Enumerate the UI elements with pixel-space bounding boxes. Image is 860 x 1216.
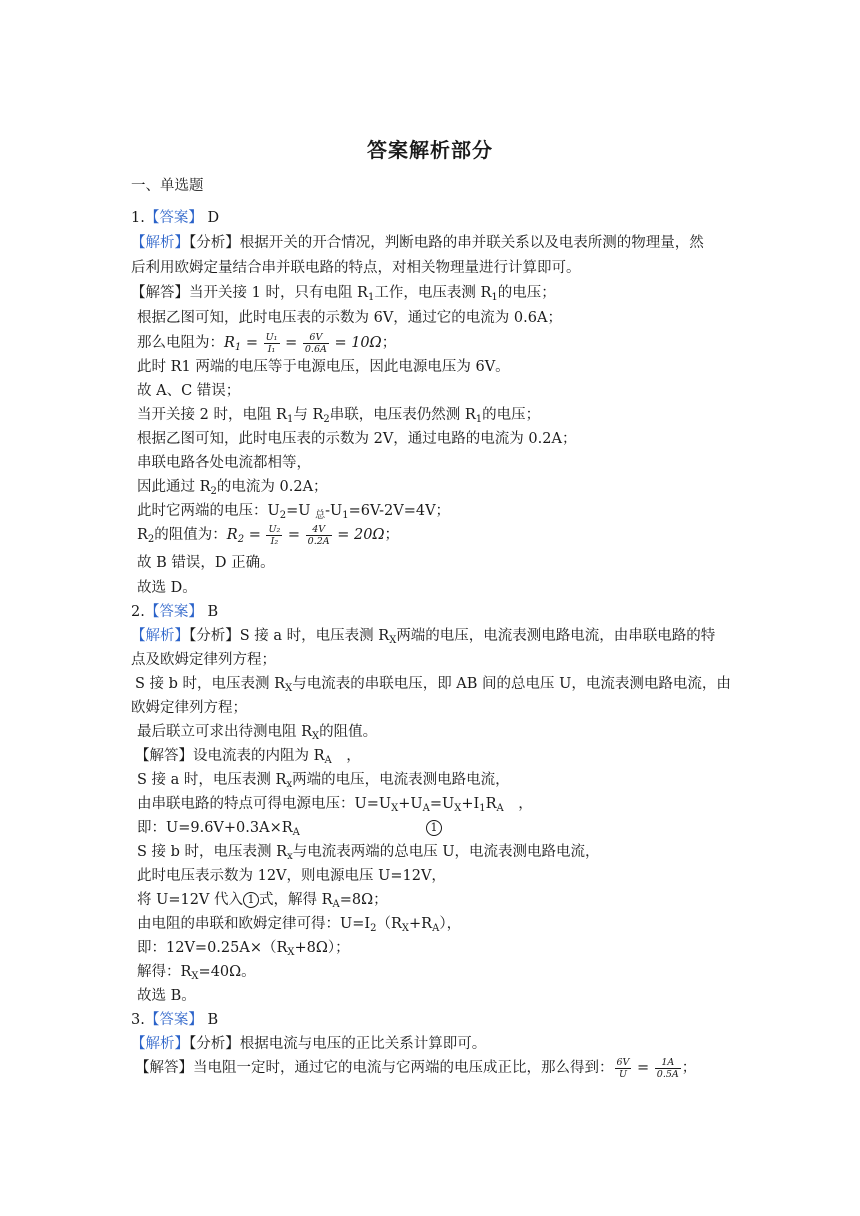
q1-jiexi-tag: 【解析】 bbox=[131, 235, 189, 251]
text: S 接 b 时，电压表测 R bbox=[135, 676, 286, 692]
text: =6V-2V=4V； bbox=[348, 503, 451, 519]
text: S 接 b 时，电压表测 R bbox=[137, 844, 288, 860]
text: 【解答】当电阻一定时，通过它的电流与它两端的电压成正比，那么得到： bbox=[135, 1060, 614, 1076]
text: 当开关接 2 时，电阻 R bbox=[137, 407, 287, 423]
subscript: 2 bbox=[210, 486, 217, 497]
q1-solution-line-5: 故 A、C 错误； bbox=[137, 383, 241, 399]
fraction bbox=[266, 524, 282, 547]
numerator: 6V bbox=[303, 332, 329, 344]
fraction bbox=[264, 332, 280, 355]
q2-solution-line-11: 故选 B。 bbox=[137, 988, 196, 1004]
q1-solution-line-8: 串联电路各处电流都相等， bbox=[137, 455, 311, 471]
q1-formula-r2 bbox=[137, 521, 757, 554]
subscript: x bbox=[287, 851, 293, 862]
q1-answer-tag: 【答案】 bbox=[144, 210, 203, 226]
text: （R bbox=[376, 916, 402, 932]
text: -U bbox=[325, 503, 343, 519]
text: =8Ω； bbox=[339, 892, 388, 908]
text: 最后联立可求出待测电阻 R bbox=[137, 724, 313, 740]
text: 的电流为 0.2A； bbox=[216, 479, 328, 495]
equals: = bbox=[280, 335, 302, 351]
subscript: 总 bbox=[315, 510, 326, 521]
result: = 10Ω bbox=[329, 335, 382, 351]
page-title: 答案解析部分 bbox=[367, 138, 493, 162]
q2-number: 2. bbox=[131, 604, 145, 620]
denominator: I₂ bbox=[270, 535, 279, 547]
text: 那么电阻为： bbox=[137, 335, 224, 351]
subscript: X bbox=[191, 971, 199, 982]
text: =U bbox=[429, 796, 455, 812]
q2-answer-line bbox=[131, 600, 751, 624]
text: 因此通过 R bbox=[137, 479, 211, 495]
subscript: X bbox=[391, 803, 399, 814]
text: 与电流表两端的总电压 U，电流表测电路电流， bbox=[292, 844, 600, 860]
text: R bbox=[485, 796, 497, 812]
text: +U bbox=[398, 796, 423, 812]
q2-analysis-line-2: 点及欧姆定律列方程； bbox=[131, 652, 276, 668]
q3-solution-line-1 bbox=[135, 1054, 755, 1082]
q1-analysis-line-1 bbox=[131, 231, 751, 255]
equation-marker-1 bbox=[426, 816, 456, 840]
q2-jiexi-tag: 【解析】 bbox=[131, 628, 189, 644]
text: 两端的电压，电流表测电路电流， bbox=[292, 772, 510, 788]
equals: = bbox=[244, 527, 266, 543]
text: 即：U=9.6V+0.3A×R bbox=[137, 820, 293, 836]
text: 的电压； bbox=[497, 285, 556, 301]
numerator: 4V bbox=[306, 524, 332, 536]
denominator: I₁ bbox=[267, 343, 276, 355]
q3-number: 3. bbox=[131, 1012, 145, 1028]
numerator: U₂ bbox=[268, 523, 281, 535]
text: 【分析】根据电流与电压的正比关系计算即可。 bbox=[189, 1036, 487, 1052]
text: 与电流表的串联电压，即 AB 间的总电压 U，电流表测电路电流，由 bbox=[292, 676, 731, 692]
subscript: X bbox=[389, 635, 397, 646]
subscript: 1 bbox=[479, 803, 486, 814]
text: +R bbox=[409, 916, 433, 932]
text: ）， bbox=[439, 916, 462, 932]
equals: = bbox=[241, 335, 263, 351]
result: = 20Ω bbox=[332, 527, 385, 543]
denominator: U bbox=[618, 1068, 627, 1080]
numerator: 6V bbox=[616, 1056, 630, 1068]
equals: = bbox=[632, 1060, 654, 1076]
fraction bbox=[306, 524, 332, 547]
subscript: 1 bbox=[491, 292, 498, 303]
text: 【分析】S 接 a 时，电压表测 R bbox=[189, 628, 390, 644]
subscript: X bbox=[312, 731, 320, 742]
subscript: 2 bbox=[279, 510, 287, 521]
q1-answer-value: D bbox=[202, 210, 220, 226]
text: 与 R bbox=[293, 407, 324, 423]
q2-answer-tag: 【答案】 bbox=[144, 604, 203, 620]
q1-number: 1. bbox=[131, 210, 145, 226]
text: ， bbox=[331, 748, 361, 764]
denominator: 0.2A bbox=[307, 535, 330, 547]
subscript: 1 bbox=[342, 510, 349, 521]
subscript: 1 bbox=[286, 414, 294, 425]
text: 将 U=12V 代入 bbox=[137, 892, 244, 908]
q2-solution-line-6: 此时电压表示数为 12V，则电源电压 U=12V， bbox=[137, 868, 446, 884]
q1-analysis-line-2: 后利用欧姆定量结合串并联电路的特点，对相关物理量进行计算即可。 bbox=[131, 260, 581, 276]
text: R bbox=[137, 527, 148, 543]
text: 串联，电压表仍然测 R bbox=[329, 407, 476, 423]
text: 即：12V=0.25A×（R bbox=[137, 940, 288, 956]
q3-analysis-line-1 bbox=[131, 1032, 751, 1056]
fraction bbox=[615, 1057, 632, 1080]
text: 的阻值为： bbox=[154, 527, 227, 543]
text: 解得：R bbox=[137, 964, 192, 980]
subscript: X bbox=[401, 923, 410, 934]
text: 【解答】当开关接 1 时，只有电阻 R bbox=[131, 285, 368, 301]
text: 由电阻的串联和欧姆定律可得：U=I bbox=[137, 916, 371, 932]
subscript: 2 bbox=[323, 414, 330, 425]
text: 式，解得 R bbox=[259, 892, 333, 908]
circled-number: 1 bbox=[243, 892, 259, 908]
text: 由串联电路的特点可得电源电压：U=U bbox=[137, 796, 392, 812]
subscript: A bbox=[432, 923, 440, 934]
subscript: A bbox=[496, 803, 504, 814]
math-symbol: R bbox=[226, 527, 238, 543]
text: S 接 a 时，电压表测 R bbox=[137, 772, 287, 788]
subscript: 1 bbox=[234, 342, 242, 353]
text: 的电压； bbox=[482, 407, 541, 423]
fraction bbox=[655, 1057, 681, 1080]
subscript: 2 bbox=[147, 534, 155, 545]
q1-solution-line-7: 根据乙图可知，此时电压表的示数为 2V，通过电路的电流为 0.2A； bbox=[137, 431, 577, 447]
q2-analysis-line-4: 欧姆定律列方程； bbox=[131, 700, 247, 716]
subscript: A bbox=[422, 803, 430, 814]
denominator: 0.6A bbox=[304, 343, 327, 355]
text: 两端的电压，电流表测电路电流，由串联电路的特 bbox=[396, 628, 716, 644]
text: +8Ω）； bbox=[294, 940, 350, 956]
section-heading: 一、单选题 bbox=[131, 178, 204, 194]
text: ； bbox=[681, 1060, 697, 1076]
subscript: X bbox=[454, 803, 462, 814]
text: =U bbox=[286, 503, 316, 519]
q3-answer-tag: 【答案】 bbox=[144, 1012, 203, 1028]
q1-solution-line-13: 故选 D。 bbox=[137, 580, 197, 596]
numerator: 1A bbox=[655, 1057, 681, 1069]
text: 此时它两端的电压：U bbox=[137, 503, 280, 519]
q1-solution-line-4: 此时 R1 两端的电压等于电源电压，因此电源电压为 6V。 bbox=[137, 359, 510, 375]
subscript: 2 bbox=[237, 534, 245, 545]
q1-solution-line-2: 根据乙图可知，此时电压表的示数为 6V，通过它的电流为 0.6A； bbox=[137, 310, 562, 326]
q1-solution-line-12: 故 B 错误，D 正确。 bbox=[137, 555, 275, 571]
q1-analysis-text: 【分析】根据开关的开合情况，判断电路的串并联关系以及电表所测的物理量，然 bbox=[189, 235, 704, 251]
text: ； bbox=[381, 335, 397, 351]
subscript: X bbox=[287, 947, 295, 958]
fraction bbox=[303, 332, 329, 355]
subscript: A bbox=[292, 827, 300, 838]
text: =40Ω。 bbox=[198, 964, 256, 980]
q2-answer-value: B bbox=[202, 604, 219, 620]
text: ； bbox=[384, 527, 399, 543]
math-symbol: R bbox=[224, 335, 235, 351]
text: 【解答】设电流表的内阻为 R bbox=[135, 748, 325, 764]
subscript: A bbox=[324, 755, 332, 766]
denominator: 0.5A bbox=[656, 1068, 679, 1080]
text: +I bbox=[461, 796, 480, 812]
circled-number: 1 bbox=[426, 820, 442, 836]
subscript: x bbox=[286, 779, 293, 790]
text: 工作，电压表测 R bbox=[374, 285, 492, 301]
text: 的阻值。 bbox=[319, 724, 378, 740]
subscript: 1 bbox=[367, 292, 375, 303]
numerator: U₁ bbox=[265, 331, 278, 343]
equals: = bbox=[283, 527, 305, 543]
subscript: 2 bbox=[370, 923, 377, 934]
subscript: X bbox=[285, 683, 293, 694]
text: ， bbox=[503, 796, 533, 812]
subscript: 1 bbox=[475, 414, 483, 425]
q3-jiexi-tag: 【解析】 bbox=[131, 1036, 189, 1052]
q3-answer-value: B bbox=[202, 1012, 219, 1028]
q3-answer-line bbox=[131, 1008, 751, 1032]
subscript: A bbox=[332, 899, 340, 910]
q1-answer-line bbox=[131, 206, 751, 230]
